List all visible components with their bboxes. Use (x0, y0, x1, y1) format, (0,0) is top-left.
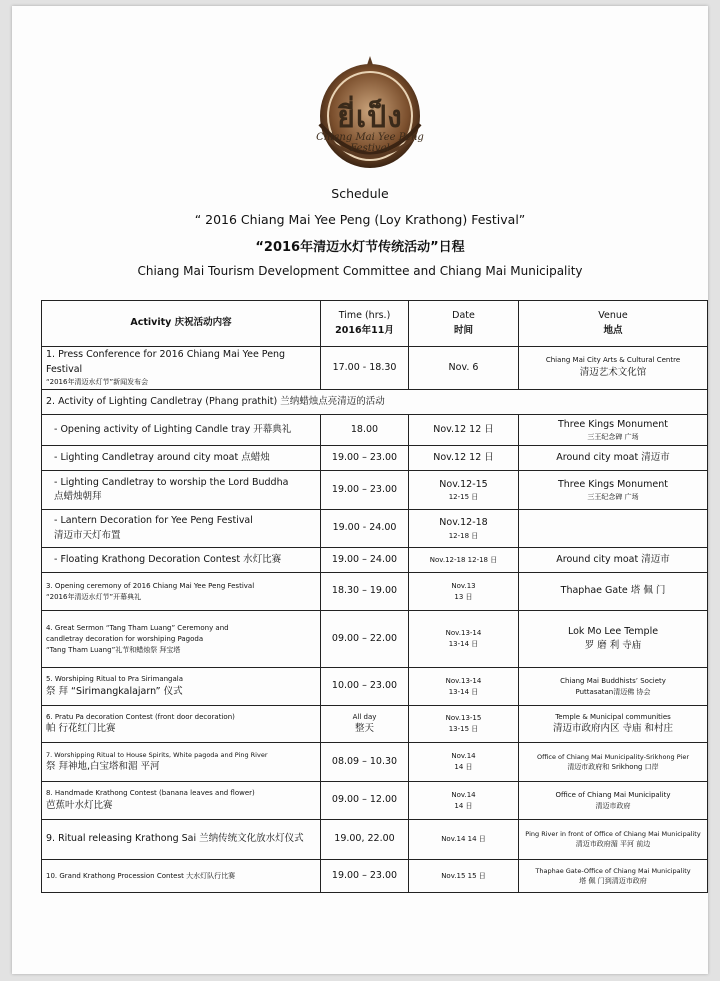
activity-cell: - Lighting Candletray around city moat 点蜡烛 (42, 446, 321, 471)
venue-cell: Around city moat 清迈市 (519, 548, 708, 573)
date-cell: Nov.14 14 日 (409, 743, 519, 782)
venue-cell: Three Kings Monument 三王纪念碑 广场 (519, 471, 708, 510)
schedule-page (12, 6, 708, 974)
table-row (42, 510, 708, 548)
table-header-row (42, 301, 708, 347)
logo-text: ยี่เป็ง (337, 100, 403, 135)
header-venue: Venue 地点 (519, 301, 708, 347)
date-cell: Nov.12 12 日 (409, 415, 519, 446)
date-cell: Nov.13 13 日 (409, 573, 519, 611)
schedule-title: Schedule (331, 186, 389, 201)
activity-cell: 8. Handmade Krathong Contest (banana leaves and flower) 芭蕉叶水灯比赛 (42, 782, 321, 820)
section-activity-cell: 2. Activity of Lighting Candletray (Phang prathit) 兰纳蜡烛点亮清迈的活动 (42, 390, 708, 415)
table-row (42, 668, 708, 706)
venue-cell: Chiang Mai Buddhists’ Society Puttasatan清迈佛 协会 (519, 668, 708, 706)
table-row (42, 820, 708, 860)
time-cell: 09.00 – 12.00 (321, 782, 409, 820)
activity-cell: 6. Pratu Pa decoration Contest (front door decoration) 帕 行花红门比赛 (42, 706, 321, 743)
time-cell: 17.00 - 18.30 (321, 347, 409, 390)
activity-cell: 5. Worshiping Ritual to Pra Sirimangala 祭 拜 “Sirimangkalajarn” 仪式 (42, 668, 321, 706)
header-time: Time (hrs.) 2016年11月 (321, 301, 409, 347)
table-row (42, 743, 708, 782)
date-cell: Nov.14 14 日 (409, 782, 519, 820)
activity-cell: - Lighting Candletray to worship the Lord Buddha 点蜡烛朝拜 (42, 471, 321, 510)
time-cell: 19.00 – 23.00 (321, 860, 409, 893)
header-activity: Activity 庆祝活动内容 (42, 301, 321, 347)
venue-cell: Chiang Mai City Arts & Cultural Centre 清迈艺术文化馆 (519, 347, 708, 390)
table-row (42, 782, 708, 820)
table-row (42, 446, 708, 471)
time-cell: 10.00 – 23.00 (321, 668, 409, 706)
time-cell: All day 整天 (321, 706, 409, 743)
table-row (42, 573, 708, 611)
table-section-row (42, 390, 708, 415)
activity-cell: 9. Ritual releasing Krathong Sai 兰纳传统文化放水灯仪式 (42, 820, 321, 860)
time-cell: 08.09 – 10.30 (321, 743, 409, 782)
date-cell: Nov.14 14 日 (409, 820, 519, 860)
time-cell: 19.00 – 24.00 (321, 548, 409, 573)
organizer-line: Chiang Mai Tourism Development Committee and Chiang Mai Municipality (137, 264, 583, 278)
activity-cell: 7. Worshipping Ritual to House Spirits, White pagoda and Ping River 祭 拜神地,白宝塔和湄 平河 (42, 743, 321, 782)
date-cell: Nov.13-14 13-14 日 (409, 611, 519, 668)
time-cell: 18.00 (321, 415, 409, 446)
activity-cell: 1. Press Conference for 2016 Chiang Mai Yee Peng Festival “2016年清迈水灯节”新闻发布会 (42, 347, 321, 390)
venue-cell: Office of Chiang Mai Municipality-Srikhong Pier 清迈市政府和 Srikhong 口岸 (519, 743, 708, 782)
logo-subtext: Chiang Mai Yee Peng Festival (316, 132, 424, 154)
date-cell: Nov.15 15 日 (409, 860, 519, 893)
table-row (42, 860, 708, 893)
time-cell: 09.00 – 22.00 (321, 611, 409, 668)
venue-cell: Lok Mo Lee Temple 罗 磨 利 寺庙 (519, 611, 708, 668)
venue-cell: Office of Chiang Mai Municipality 清迈市政府 (519, 782, 708, 820)
venue-cell: Thaphae Gate 塔 佩 门 (519, 573, 708, 611)
date-cell: Nov.12-18 12-18 日 (409, 510, 519, 548)
activity-cell: 4. Great Sermon “Tang Tham Luang” Ceremony and candletray decoration for worshiping Pagoda “Tang Tham Luang”礼节和蜡烛祭 拜宝塔 (42, 611, 321, 668)
activity-cell: - Lantern Decoration for Yee Peng Festival 清迈市天灯布置 (42, 510, 321, 548)
date-cell: Nov. 6 (409, 347, 519, 390)
table-row (42, 548, 708, 573)
venue-cell: Thaphae Gate-Office of Chiang Mai Municipality 塔 佩 门到清迈市政府 (519, 860, 708, 893)
activity-cell: 10. Grand Krathong Procession Contest 大水灯队行比赛 (42, 860, 321, 893)
header-date: Date 时间 (409, 301, 519, 347)
schedule-table (41, 300, 708, 893)
time-cell: 19.00, 22.00 (321, 820, 409, 860)
time-cell: 19.00 – 23.00 (321, 446, 409, 471)
venue-cell: Around city moat 清迈市 (519, 446, 708, 471)
date-cell: Nov.13-15 13-15 日 (409, 706, 519, 743)
activity-cell: 3. Opening ceremony of 2016 Chiang Mai Yee Peng Festival “2016年清迈水灯节”开幕典礼 (42, 573, 321, 611)
date-cell: Nov.13-14 13-14 日 (409, 668, 519, 706)
time-cell: 18.30 – 19.00 (321, 573, 409, 611)
festival-logo (312, 54, 428, 178)
venue-cell: Three Kings Monument 三王纪念碑 广场 (519, 415, 708, 446)
date-cell: Nov.12-18 12-18 日 (409, 548, 519, 573)
activity-cell: - Floating Krathong Decoration Contest 水灯比赛 (42, 548, 321, 573)
festival-title-en: “ 2016 Chiang Mai Yee Peng (Loy Krathong) Festival” (194, 212, 526, 227)
table-row (42, 347, 708, 390)
time-cell: 19.00 - 24.00 (321, 510, 409, 548)
table-row (42, 471, 708, 510)
table-row (42, 611, 708, 668)
venue-cell: Temple & Municipal communities 清迈市政府内区 寺庙 和村庄 (519, 706, 708, 743)
table-row (42, 415, 708, 446)
venue-cell (519, 510, 708, 548)
time-cell: 19.00 – 23.00 (321, 471, 409, 510)
date-cell: Nov.12 12 日 (409, 446, 519, 471)
date-cell: Nov.12-15 12-15 日 (409, 471, 519, 510)
table-row (42, 706, 708, 743)
venue-cell: Ping River in front of Office of Chiang Mai Municipality 清迈市政府湄 平河 前边 (519, 820, 708, 860)
activity-cell: - Opening activity of Lighting Candle tray 开幕典礼 (42, 415, 321, 446)
festival-title-zh: “2016年清迈水灯节传统活动”日程 (255, 240, 465, 255)
